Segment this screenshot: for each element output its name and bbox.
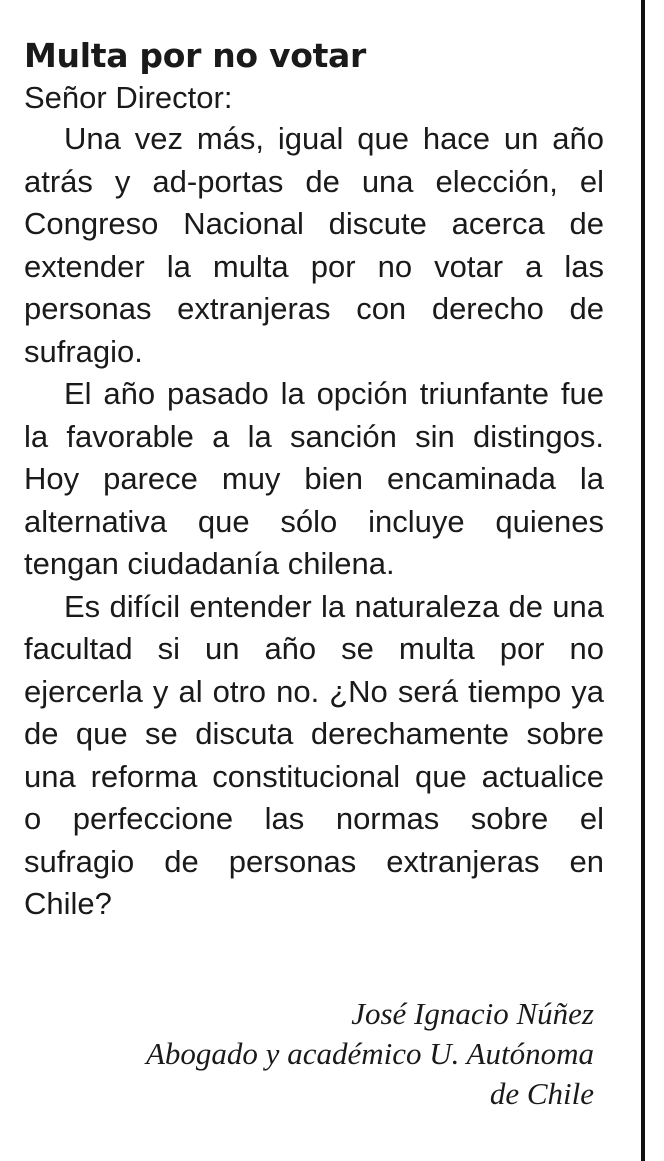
letter-paragraph: Es difícil entender la naturaleza de una facultad si un año se multa por no ejercerla y al otro no. ¿No será tiempo ya de que se discuta derechamente sobre una reforma constitucional que actualice o perfeccione las normas sobre el sufragio de personas extranjeras en Chile? bbox=[24, 588, 604, 921]
letter-headline: Multa por no votar bbox=[24, 36, 366, 75]
letter-to-editor bbox=[24, 36, 604, 926]
letter-paragraph: El año pasado la opción triunfante fue la favorable a la sanción sin distingos. Hoy parece muy bien encaminada la alternativa que sólo incluye quienes tengan ciudadanía chilena. bbox=[24, 376, 604, 581]
author-name: José Ignacio Núñez bbox=[351, 996, 594, 1031]
letter-paragraph: Una vez más, igual que hace un año atrás y ad-portas de una elección, el Congreso Nacional discute acerca de extender la multa por no votar a las personas extranjeras con derecho de sufragio. bbox=[24, 121, 604, 369]
author-title-continued: de Chile bbox=[489, 1076, 594, 1111]
letter-salutation: Señor Director: bbox=[24, 80, 233, 115]
letter-signature bbox=[146, 994, 594, 1114]
column-divider bbox=[641, 0, 645, 1161]
author-title: Abogado y académico U. Autónoma bbox=[146, 1036, 594, 1071]
